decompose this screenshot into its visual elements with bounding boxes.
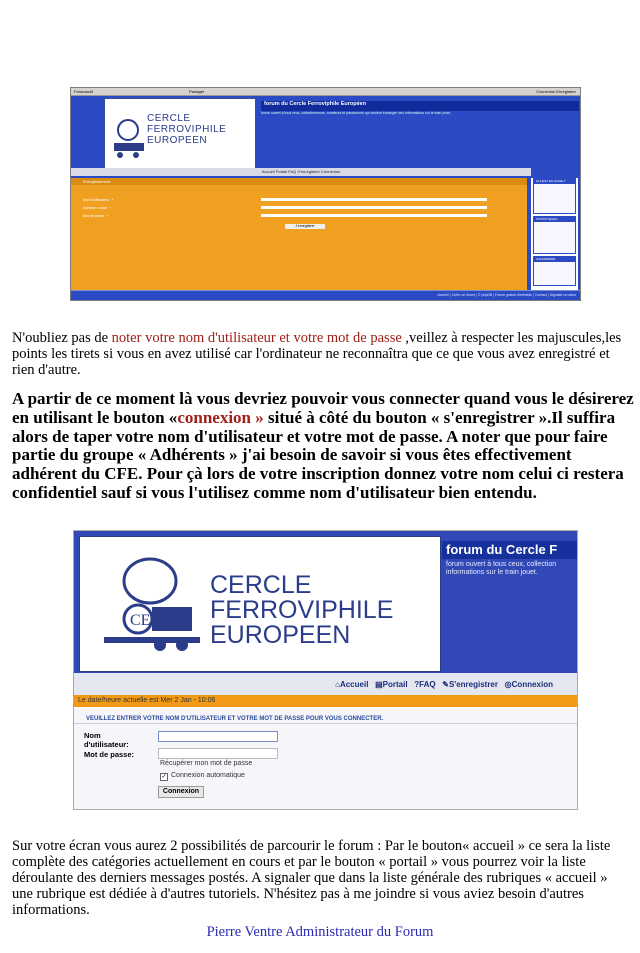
faq-icon[interactable]: ? xyxy=(414,680,420,689)
para1-highlight: noter votre nom d'utilisateur et votre mot de passe xyxy=(111,330,402,346)
password-input[interactable] xyxy=(158,748,278,759)
paragraph-note-credentials xyxy=(12,330,632,378)
toolbar-right: Connexion Enregistrer xyxy=(536,89,576,94)
login-form xyxy=(74,709,577,809)
password-label: Mot de passe: xyxy=(84,750,135,759)
password-input[interactable] xyxy=(261,214,487,217)
email-label: Adresse e-mail : * xyxy=(83,206,111,210)
nav-connexion[interactable]: Connexion xyxy=(511,680,553,689)
sidebar-box-stats xyxy=(533,216,576,254)
username-label: Nom d'utilisateur : * xyxy=(83,198,114,202)
sidebar-header: CALENDRIER xyxy=(534,257,575,262)
sidebar xyxy=(531,178,578,290)
login-button[interactable]: Connexion xyxy=(158,786,204,798)
para1-rest: ,veillez à respecter les majuscules,les points les tirets si vous en avez utilisé car l'ordinateur ne reconnaîtra que ce que vous avez enregistré et rien d'autre. xyxy=(12,330,622,378)
forum-description: forum ouvert à tous ceux, collectionneurs, amateurs et passionnés qui veulent échanger des informations sur le train jouet. xyxy=(261,111,451,115)
cfe-logo-large xyxy=(79,536,441,672)
logo2-line-2: FERROVIPHILE xyxy=(210,596,394,624)
registration-screenshot xyxy=(70,87,581,301)
home-icon[interactable]: ⌂ xyxy=(335,680,340,689)
para1-lead: N'oubliez pas de xyxy=(12,330,112,346)
sidebar-header: QUI EST EN LIGNE ? xyxy=(534,179,575,184)
forum-title: forum du Cercle Ferroviphile Européen xyxy=(261,101,579,111)
forum-description: forum ouvert à tous ceux, collection informations sur le train jouet. xyxy=(446,561,557,576)
portal-icon[interactable]: ▤ xyxy=(375,680,383,689)
footer-links[interactable]: Accueil | Créer un forum | © phpBB | Forum gratuit d'entraide | Contact | Signaler un abus xyxy=(437,293,576,297)
sidebar-header: STATISTIQUES xyxy=(534,217,575,222)
train-icon xyxy=(90,545,210,665)
auto-login-checkbox[interactable]: ✓ xyxy=(161,774,167,780)
password-label: Mot de passe : * xyxy=(83,214,109,218)
nav-accueil[interactable]: Accueil xyxy=(339,680,369,689)
login-icon[interactable]: ◎ xyxy=(504,680,512,689)
username-input[interactable] xyxy=(261,198,487,201)
login-screenshot xyxy=(73,530,578,810)
email-input[interactable] xyxy=(261,206,487,209)
para2-highlight: connexion » xyxy=(177,407,268,427)
logo2-line-3: EUROPEEN xyxy=(210,621,351,649)
logo-line-3: EUROPEEN xyxy=(147,135,208,146)
username-label: Nom d'utilisateur: xyxy=(84,731,129,749)
para2-rest: situé à côté du bouton « s'enregistrer ».Il suffira alors de taper votre nom d'utilisateur et votre mot de passe. A noter que pour faire partie du groupe « Adhérents » j'ai besoin de savoir si vous êtes effectivement adhérent du CFE. Pour çà lors de votre inscription donnez votre nom celui ci restera confidentiel sauf si vous l'utilisez comme nom d'utilisateur bien entendu. xyxy=(12,407,624,502)
username-input[interactable] xyxy=(158,731,278,742)
register-button[interactable]: J'enregistrer xyxy=(285,224,325,229)
nav-faq[interactable]: FAQ xyxy=(419,680,436,689)
sidebar-box-calendar xyxy=(533,256,576,286)
paragraph-login-instructions xyxy=(12,390,634,503)
logo2-line-1: CERCLE xyxy=(210,571,312,599)
logo-line-2: FERROVIPHILE xyxy=(147,124,227,135)
registration-header: Enregistrement xyxy=(71,178,527,185)
paragraph-navigation: Sur votre écran vous aurez 2 possibilités de parcourir le forum : Par le bouton« accueil » ce sera la liste complète des catégories actuellement en cours et par le bouton « portail » vous pourrez voir la liste déroulante des derniers messages postés. A signaler que dans la liste générale des rubriques « accueil » une rubrique est dédiée à d'autres tutoriels. N'hésitez pas à me joindre si vous aviez besoin d'autres informations. xyxy=(12,838,611,918)
forum-banner xyxy=(74,531,577,673)
cfe-logo xyxy=(104,98,256,170)
recover-password-link[interactable]: Récupérer mon mot de passe xyxy=(160,760,253,767)
sidebar-box-online xyxy=(533,178,576,214)
auto-login-label: Connexion automatique xyxy=(171,772,245,779)
login-form-header: VEUILLEZ ENTRER VOTRE NOM D'UTILISATEUR ET VOTRE MOT DE PASSE POUR VOUS CONNECTER. xyxy=(74,715,577,724)
forum-title: forum du Cercle F xyxy=(442,541,577,559)
forum-footer xyxy=(71,290,580,300)
browser-toolbar xyxy=(71,88,580,96)
toolbar-left: Forumactif xyxy=(74,89,93,94)
signature: Pierre Ventre Administrateur du Forum xyxy=(206,924,434,940)
train-icon xyxy=(108,105,148,165)
nav-register[interactable]: S'enregistrer xyxy=(448,680,498,689)
toolbar-share: Partager xyxy=(189,89,205,94)
register-icon[interactable]: ✎ xyxy=(442,680,449,689)
current-date: Le date/heure actuelle est Mer 2 Jan - 10:06 xyxy=(74,695,577,707)
svg-text:CE: CE xyxy=(130,612,151,629)
forum-nav xyxy=(74,673,577,695)
registration-panel xyxy=(71,178,527,290)
nav-portail[interactable]: Portail xyxy=(382,680,408,689)
para2-lead: A partir de ce moment là vous devriez pouvoir vous connecter quand vous le désirerez en utilisant le bouton « xyxy=(12,389,634,427)
logo-line-1: CERCLE xyxy=(147,113,191,124)
forum-nav[interactable]: Accueil Portail FAQ S'enregistrer Connexion xyxy=(71,168,531,176)
